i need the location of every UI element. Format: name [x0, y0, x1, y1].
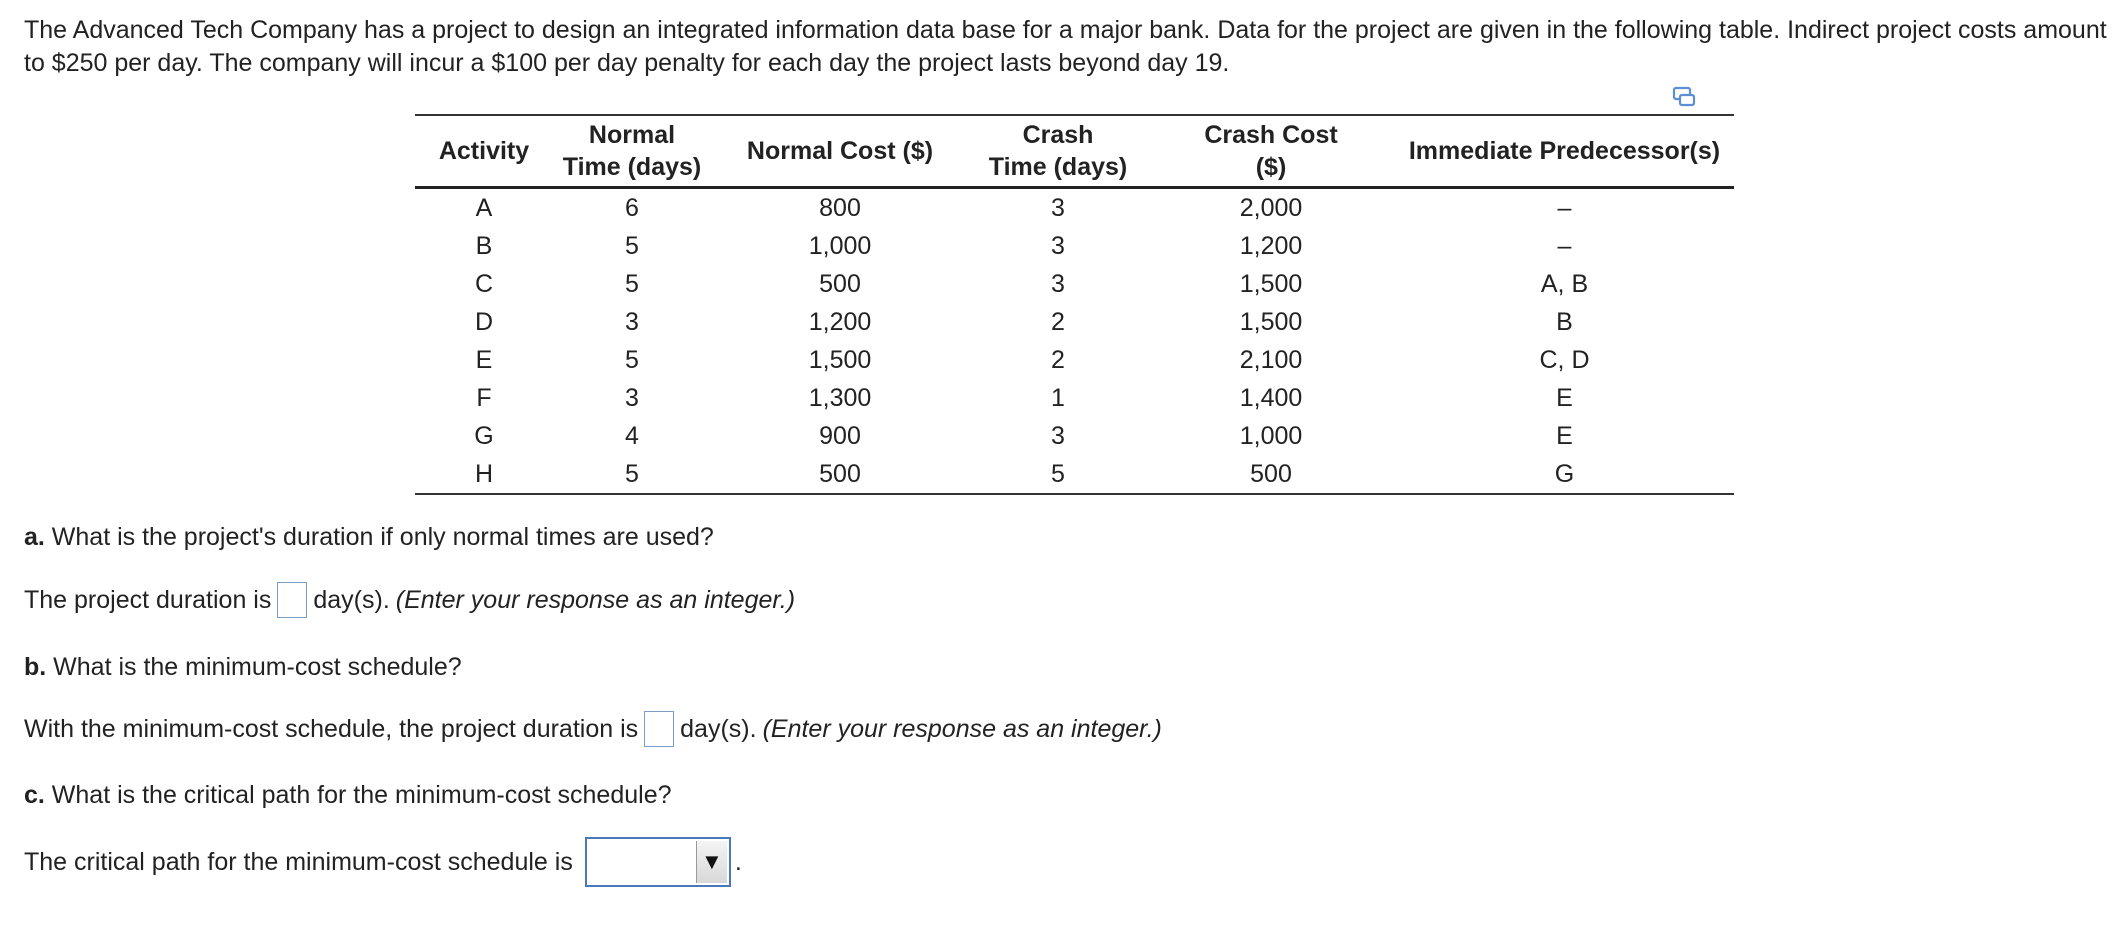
question-b [24, 652, 462, 682]
question-a [24, 522, 714, 552]
cell-normal-time: 5 [625, 460, 639, 488]
header-predecessors: Immediate Predecessor(s) [1408, 137, 1721, 165]
cell-normal-time: 6 [625, 194, 639, 222]
answer-a-suffix: day(s). [313, 586, 390, 614]
table-row [415, 341, 1734, 379]
critical-path-select[interactable] [585, 837, 731, 887]
cell-normal-cost: 1,000 [808, 232, 872, 260]
header-normal-time [553, 115, 711, 188]
answer-c-line [24, 837, 742, 887]
table-row [415, 188, 1734, 228]
cell-activity: E [475, 346, 493, 374]
cell-crash-time: 3 [1051, 422, 1065, 450]
cell-crash-cost: 500 [1250, 460, 1292, 488]
cell-predecessors: A, B [1540, 270, 1589, 298]
question-b-label: b. [24, 653, 47, 681]
table-row [415, 227, 1734, 265]
answer-b-line [24, 711, 1162, 747]
cell-crash-cost: 1,500 [1239, 308, 1303, 336]
cell-crash-cost: 1,400 [1239, 384, 1303, 412]
question-c-label: c. [24, 781, 45, 809]
answer-c-prefix: The critical path for the minimum-cost schedule is [24, 848, 573, 876]
header-crash-time-l2: Time (days) [988, 153, 1128, 181]
cell-activity: H [474, 460, 494, 488]
question-b-text: What is the minimum-cost schedule? [46, 653, 462, 681]
header-crash-cost [1147, 115, 1395, 188]
cell-crash-cost: 2,100 [1239, 346, 1303, 374]
cell-crash-cost: 1,500 [1239, 270, 1303, 298]
cell-crash-time: 2 [1051, 308, 1065, 336]
answer-a-hint: (Enter your response as an integer.) [395, 586, 796, 614]
cell-normal-cost: 500 [819, 460, 861, 488]
cell-normal-cost: 800 [819, 194, 861, 222]
question-a-text: What is the project's duration if only normal times are used? [44, 523, 714, 551]
cell-activity: G [474, 422, 494, 450]
cell-normal-time: 5 [625, 270, 639, 298]
header-normal-time-l2: Time (days) [562, 153, 702, 181]
header-normal-time-l1: Normal [588, 121, 676, 149]
cell-crash-time: 3 [1051, 232, 1065, 260]
answer-a-prefix: The project duration is [24, 586, 272, 614]
problem-intro: The Advanced Tech Company has a project to design an integrated information data base for a major bank. Data for the project are given in the following table. Indirect project costs amount to $250 per day. The company will incur a $100 per day penalty for each day the project lasts beyond day 19. [24, 16, 2107, 77]
question-c [24, 780, 672, 810]
cell-activity: F [476, 384, 492, 412]
header-activity: Activity [438, 137, 530, 165]
cell-normal-time: 3 [625, 384, 639, 412]
triangle-down-icon[interactable]: ▼ [696, 841, 727, 883]
cell-normal-cost: 1,300 [808, 384, 872, 412]
question-a-label: a. [24, 523, 45, 551]
project-data-table [415, 114, 1734, 495]
cell-predecessors: E [1556, 384, 1573, 412]
cell-activity: B [475, 232, 493, 260]
cell-crash-time: 5 [1051, 460, 1065, 488]
table-row [415, 379, 1734, 417]
table-row [415, 455, 1734, 494]
answer-c-period: . [734, 848, 742, 876]
answer-b-suffix: day(s). [680, 715, 757, 743]
cell-crash-time: 3 [1051, 270, 1065, 298]
cell-normal-cost: 500 [819, 270, 861, 298]
cell-activity: D [474, 308, 494, 336]
cell-activity: C [474, 270, 494, 298]
copy-table-icon[interactable] [1672, 86, 1698, 108]
cell-crash-cost: 1,000 [1239, 422, 1303, 450]
header-crash-cost-l1: Crash Cost [1204, 121, 1338, 149]
cell-activity: A [475, 194, 493, 222]
cell-predecessors: – [1557, 232, 1572, 260]
cell-normal-time: 3 [625, 308, 639, 336]
header-normal-cost: Normal Cost ($) [746, 137, 934, 165]
cell-crash-time: 2 [1051, 346, 1065, 374]
cell-crash-time: 3 [1051, 194, 1065, 222]
cell-normal-time: 5 [625, 346, 639, 374]
answer-b-hint: (Enter your response as an integer.) [762, 715, 1162, 743]
table-header-row [415, 115, 1734, 188]
header-crash-time-l1: Crash [1022, 121, 1094, 149]
cell-crash-cost: 1,200 [1239, 232, 1303, 260]
cell-normal-time: 5 [625, 232, 639, 260]
table-row [415, 417, 1734, 455]
cell-predecessors: G [1554, 460, 1575, 488]
answer-a-input[interactable] [277, 582, 307, 618]
cell-crash-cost: 2,000 [1239, 194, 1303, 222]
question-c-text: What is the critical path for the minimum-cost schedule? [44, 781, 672, 809]
cell-predecessors: B [1556, 308, 1573, 336]
cell-predecessors: – [1557, 194, 1572, 222]
cell-normal-cost: 1,500 [808, 346, 872, 374]
cell-predecessors: C, D [1539, 346, 1590, 374]
header-crash-time [969, 115, 1147, 188]
table-row [415, 303, 1734, 341]
cell-crash-time: 1 [1051, 384, 1065, 412]
cell-normal-time: 4 [625, 422, 639, 450]
answer-b-prefix: With the minimum-cost schedule, the project duration is [24, 715, 639, 743]
table-row [415, 265, 1734, 303]
cell-normal-cost: 1,200 [808, 308, 872, 336]
answer-b-input[interactable] [644, 711, 674, 747]
header-crash-cost-l2: ($) [1255, 153, 1287, 181]
cell-normal-cost: 900 [819, 422, 861, 450]
answer-a-line [24, 582, 795, 618]
cell-predecessors: E [1556, 422, 1573, 450]
